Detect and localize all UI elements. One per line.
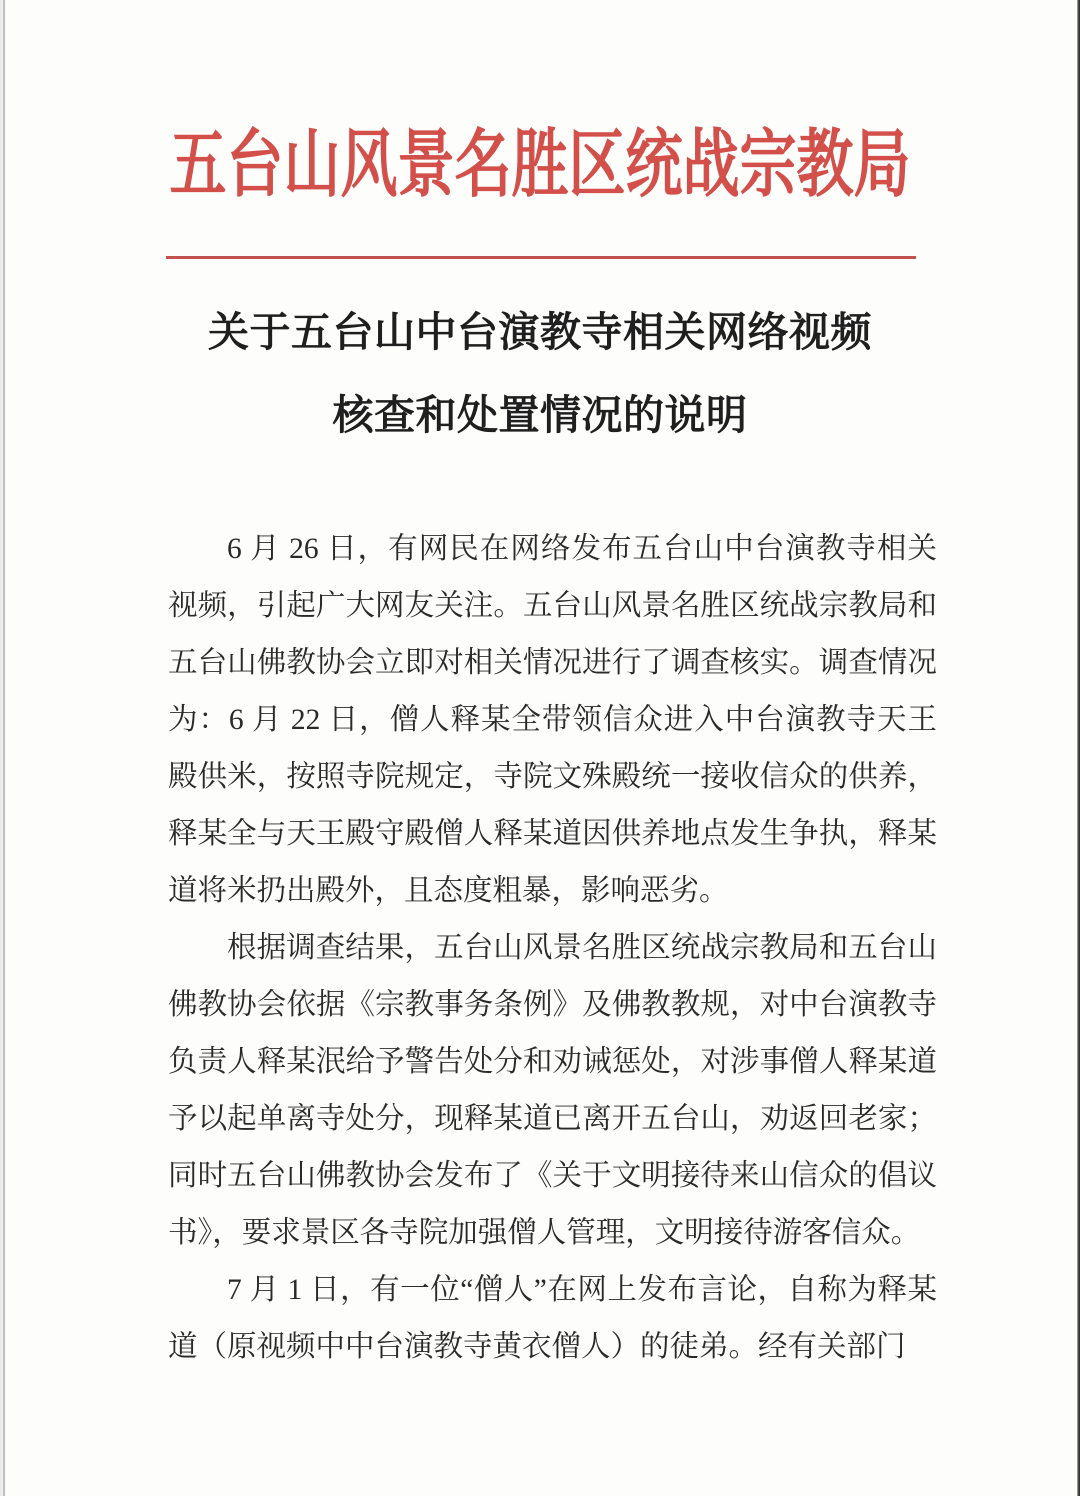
document-title-line2: 核查和处置情况的说明 <box>332 392 748 438</box>
paragraph-punishment: 根据调查结果，五台山风景名胜区统战宗教局和五台山佛教协会依据《宗教事务条例》及佛教教规，对中台演教寺负责人释某泯给予警告处分和劝诫惩处，对涉事僧人释某道予以起单离寺处分，现释某道已离开五台山，劝返回老家；同时五台山佛教协会发布了《关于文明接待来山信众的倡议书》，要求景区各寺院加强僧人管理，文明接待游客信众。 <box>168 932 937 1249</box>
paragraph-follow-up: 7 月 1 日，有一位“僧人”在网上发布言论，自称为释某道（原视频中中台演教寺黄衣僧人）的徒弟。经有关部门 <box>168 1274 937 1363</box>
scan-edge-left-line <box>3 0 5 1496</box>
letterhead-agency-title: 五台山风景名胜区统战宗教局 <box>169 124 911 207</box>
letterhead-divider-rule <box>166 256 916 259</box>
document-title-line1: 关于五台山中台演教寺相关网络视频 <box>208 309 872 355</box>
document-body <box>168 521 937 1376</box>
paragraph-investigation: 6 月 26 日，有网民在网络发布五台山中台演教寺相关视频，引起广大网友关注。五台山风景名胜区统战宗教局和五台山佛教协会立即对相关情况进行了调查核实。调查情况为：6 月 22 日，僧人释某全带领信众进入中台演教寺天王殿供米，按照寺院规定，寺院文殊殿统一接收信众的供养，释某全与天王殿守殿僧人释某道因供养地点发生争执，释某道将米扔出殿外，且态度粗暴，影响恶劣。 <box>168 533 937 907</box>
document-title <box>0 291 1080 457</box>
